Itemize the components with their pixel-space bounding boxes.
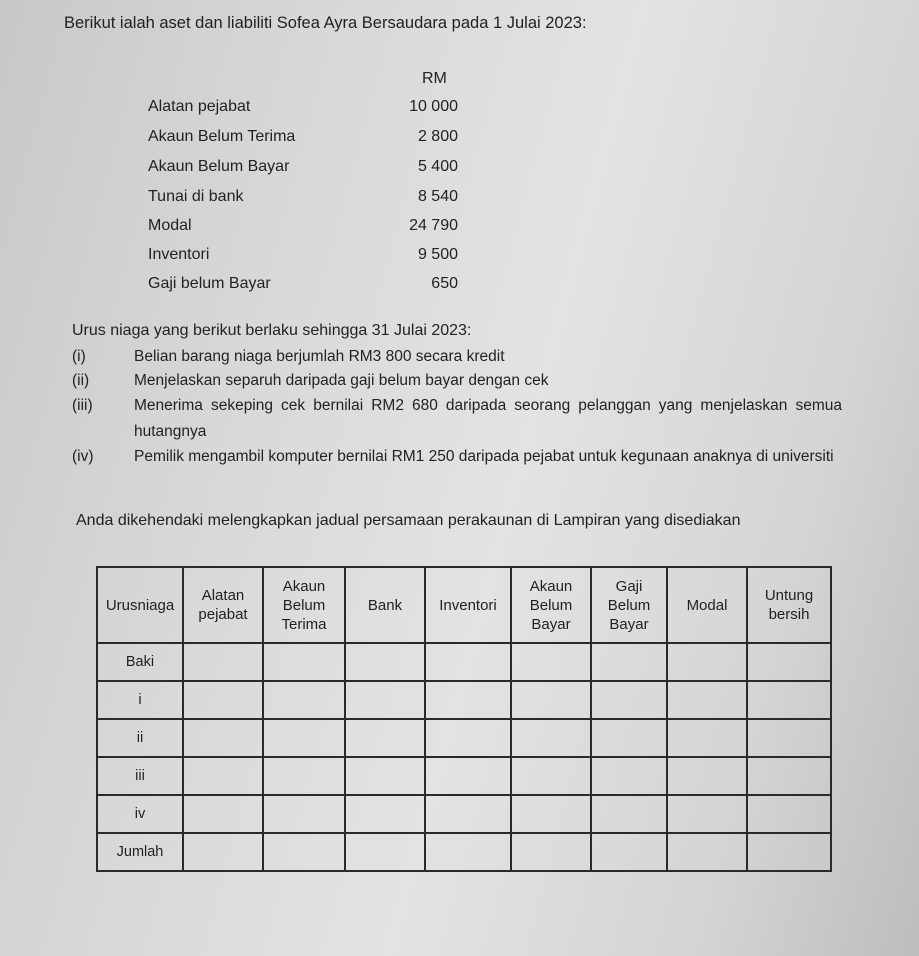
table-row — [97, 833, 831, 871]
table-cell[interactable] — [183, 757, 263, 795]
transaction-text: Menjelaskan separuh daripada gaji belum bayar dengan cek — [134, 372, 549, 389]
asset-label: Alatan pejabat — [148, 98, 251, 115]
header-urusniaga: Urusniaga — [97, 567, 183, 643]
table-cell[interactable] — [183, 681, 263, 719]
table-cell[interactable] — [263, 719, 345, 757]
transaction-item — [72, 368, 842, 394]
header-inventori: Inventori — [425, 567, 511, 643]
intro-text: Berikut ialah aset dan liabiliti Sofea Ayra Bersaudara pada 1 Julai 2023: — [64, 14, 587, 32]
table-cell[interactable] — [511, 795, 591, 833]
transaction-item — [72, 393, 842, 445]
table-cell[interactable] — [667, 681, 747, 719]
table-cell[interactable] — [425, 681, 511, 719]
row-label: iii — [97, 757, 183, 795]
table-cell[interactable] — [667, 757, 747, 795]
row-label: Jumlah — [97, 833, 183, 871]
accounting-equation-table — [96, 566, 832, 872]
asset-row — [148, 246, 458, 270]
table-cell[interactable] — [425, 833, 511, 871]
row-label: ii — [97, 719, 183, 757]
currency-header: RM — [422, 70, 447, 87]
table-cell[interactable] — [511, 833, 591, 871]
asset-value: 10 000 — [409, 98, 458, 115]
asset-row — [148, 275, 458, 299]
asset-value: 5 400 — [417, 158, 458, 175]
table-cell[interactable] — [425, 643, 511, 681]
table-cell[interactable] — [747, 681, 831, 719]
asset-row — [148, 217, 458, 241]
table-cell[interactable] — [591, 681, 667, 719]
table-cell[interactable] — [425, 719, 511, 757]
table-cell[interactable] — [511, 719, 591, 757]
header-akaun-belum-terima: Akaun Belum Terima — [263, 567, 345, 643]
table-row — [97, 719, 831, 757]
table-cell[interactable] — [667, 643, 747, 681]
asset-value: 650 — [431, 275, 458, 292]
table-cell[interactable] — [591, 795, 667, 833]
asset-value: 9 500 — [417, 246, 458, 263]
asset-value: 2 800 — [417, 128, 458, 145]
table-cell[interactable] — [591, 757, 667, 795]
asset-row — [148, 128, 458, 152]
table-cell[interactable] — [345, 833, 425, 871]
table-cell[interactable] — [747, 643, 831, 681]
transactions-heading: Urus niaga yang berikut berlaku sehingga 31 Julai 2023: — [72, 322, 472, 339]
asset-value: 8 540 — [417, 188, 458, 205]
table-cell[interactable] — [591, 643, 667, 681]
header-untung-bersih: Untung bersih — [747, 567, 831, 643]
instruction-text: Anda dikehendaki melengkapkan jadual persamaan perakaunan di Lampiran yang disediakan — [76, 512, 741, 529]
table-row — [97, 681, 831, 719]
table-cell[interactable] — [667, 833, 747, 871]
row-label: iv — [97, 795, 183, 833]
transaction-text: Belian barang niaga berjumlah RM3 800 secara kredit — [134, 348, 505, 365]
transaction-number: (ii) — [72, 372, 90, 389]
table-row — [97, 795, 831, 833]
table-cell[interactable] — [747, 795, 831, 833]
asset-label: Akaun Belum Terima — [148, 128, 296, 145]
table-cell[interactable] — [747, 719, 831, 757]
table-cell[interactable] — [747, 757, 831, 795]
header-modal: Modal — [667, 567, 747, 643]
table-cell[interactable] — [511, 681, 591, 719]
table-cell[interactable] — [591, 719, 667, 757]
table-row — [97, 757, 831, 795]
header-alatan-pejabat: Alatan pejabat — [183, 567, 263, 643]
table-cell[interactable] — [747, 833, 831, 871]
asset-value: 24 790 — [409, 217, 458, 234]
asset-label: Akaun Belum Bayar — [148, 158, 290, 175]
transaction-text: Pemilik mengambil komputer bernilai RM1 250 daripada pejabat untuk kegunaan anaknya di universiti — [134, 448, 834, 465]
header-bank: Bank — [345, 567, 425, 643]
transaction-item — [72, 444, 842, 496]
transaction-number: (i) — [72, 348, 86, 365]
transaction-text: Menerima sekeping cek bernilai RM2 680 daripada seorang pelanggan yang menjelaskan semua hutangnya — [134, 397, 842, 440]
table-cell[interactable] — [591, 833, 667, 871]
table-cell[interactable] — [263, 833, 345, 871]
table-cell[interactable] — [667, 795, 747, 833]
asset-row — [148, 188, 458, 212]
table-cell[interactable] — [183, 833, 263, 871]
table-cell[interactable] — [263, 643, 345, 681]
row-label: Baki — [97, 643, 183, 681]
asset-row — [148, 98, 458, 122]
asset-label: Inventori — [148, 246, 210, 263]
table-cell[interactable] — [345, 643, 425, 681]
asset-label: Tunai di bank — [148, 188, 244, 205]
table-cell[interactable] — [667, 719, 747, 757]
table-cell[interactable] — [263, 681, 345, 719]
asset-label: Gaji belum Bayar — [148, 275, 271, 292]
table-cell[interactable] — [345, 681, 425, 719]
table-cell[interactable] — [183, 795, 263, 833]
table-cell[interactable] — [425, 757, 511, 795]
asset-row — [148, 158, 458, 182]
table-cell[interactable] — [345, 719, 425, 757]
table-cell[interactable] — [425, 795, 511, 833]
row-label: i — [97, 681, 183, 719]
header-gaji-belum-bayar: Gaji Belum Bayar — [591, 567, 667, 643]
transaction-item — [72, 344, 842, 370]
table-cell[interactable] — [183, 719, 263, 757]
transaction-number: (iv) — [72, 448, 94, 465]
transaction-number: (iii) — [72, 397, 93, 414]
table-cell[interactable] — [511, 643, 591, 681]
table-cell[interactable] — [345, 757, 425, 795]
header-akaun-belum-bayar: Akaun Belum Bayar — [511, 567, 591, 643]
table-cell[interactable] — [263, 757, 345, 795]
table-cell[interactable] — [263, 795, 345, 833]
table-cell[interactable] — [183, 643, 263, 681]
table-row — [97, 643, 831, 681]
asset-label: Modal — [148, 217, 192, 234]
table-cell[interactable] — [345, 795, 425, 833]
table-cell[interactable] — [511, 757, 591, 795]
table-header-row — [97, 567, 831, 643]
